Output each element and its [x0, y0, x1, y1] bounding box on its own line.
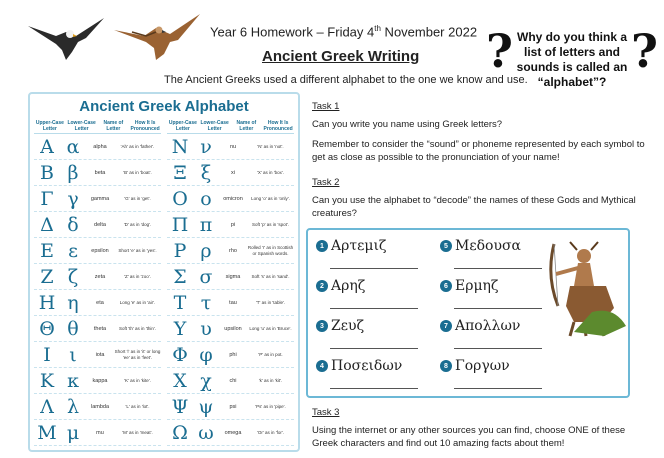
alphabet-row — [34, 238, 161, 264]
item-number-badge: 5 — [440, 240, 452, 252]
item-number-badge: 4 — [316, 360, 328, 372]
question-text: Why do you think a list of letters and sounds is called an “alphabet”? — [516, 30, 628, 89]
letter-pronunciation: Soft 'th' as in 'thin'. — [119, 325, 156, 331]
letter-pronunciation: 'G' as in 'get'. — [124, 195, 151, 201]
letter-name: lambda — [90, 403, 110, 410]
alphabet-row — [167, 264, 294, 290]
item-number-badge: 3 — [316, 320, 328, 332]
upper-letter: Δ — [40, 213, 54, 236]
letter-name: beta — [94, 169, 106, 176]
alphabet-row — [167, 134, 294, 160]
upper-letter: Γ — [40, 187, 54, 210]
letter-pronunciation: Long 'u' as in 'Bruce'. — [249, 325, 292, 331]
alphabet-row — [34, 186, 161, 212]
lower-letter: λ — [66, 395, 80, 418]
task2-question: Can you use the alphabet to “decode” the names of these Gods and Mythical creatures? — [312, 195, 636, 219]
letter-pronunciation: 'N' as in 'not'. — [257, 143, 284, 149]
page-title: Ancient Greek Writing — [262, 48, 420, 65]
upper-letter: Κ — [39, 369, 55, 392]
intro-text: The Ancient Greeks used a different alphabet to the one we know and use. — [164, 74, 528, 86]
upper-letter: Λ — [40, 395, 54, 418]
greek-word: Ποσειδων — [331, 358, 403, 374]
alphabet-row — [167, 160, 294, 186]
decode-item — [440, 358, 510, 374]
upper-letter: Χ — [173, 369, 187, 392]
letter-pronunciation: 'K' as in 'kite'. — [124, 377, 151, 383]
greek-word: Απολλων — [455, 318, 521, 334]
lower-letter: π — [199, 213, 213, 236]
alphabet-row — [34, 394, 161, 420]
alphabet-row — [34, 316, 161, 342]
letter-pronunciation: 'Or' as in 'for'. — [257, 429, 284, 435]
lower-letter: ω — [198, 421, 214, 444]
letter-pronunciation: Short 'i' as in 'it' or long 'ee' as in 'feet'. — [114, 349, 161, 360]
letter-pronunciation: 'D' as in 'dog'. — [123, 221, 152, 227]
alphabet-row — [167, 238, 294, 264]
upper-letter: Ξ — [173, 161, 187, 184]
letter-name: alpha — [93, 143, 107, 150]
letter-name: epsilon — [91, 247, 109, 254]
upper-letter: Ο — [172, 187, 188, 210]
lower-letter: μ — [66, 421, 80, 444]
alphabet-row — [34, 134, 161, 160]
lower-letter: ξ — [200, 161, 212, 184]
question-mark-icon: ? — [486, 24, 513, 78]
letter-name: rho — [229, 247, 237, 254]
question-box — [486, 24, 658, 98]
col-lower-header: Lower-Case Letter — [200, 119, 229, 132]
col-upper-header: Upper-Case Letter — [168, 119, 197, 132]
eagle-illustration — [26, 12, 106, 62]
alphabet-row — [34, 160, 161, 186]
letter-name: zeta — [94, 273, 106, 280]
alphabet-row — [167, 316, 294, 342]
upper-letter: Ψ — [171, 395, 189, 418]
lower-letter: θ — [67, 317, 79, 340]
lower-letter: ψ — [198, 395, 214, 418]
upper-letter: Ω — [172, 421, 188, 444]
header-date-line: Year 6 Homework – Friday 4th November 2022 — [210, 24, 478, 40]
letter-name: nu — [229, 143, 237, 150]
task3-text: Using the internet or any other sources you can find, choose ONE of these Greek characters and find out 10 amazing facts about them! — [312, 425, 626, 449]
lower-letter: γ — [67, 187, 79, 210]
col-name-header: Name of Letter — [236, 119, 257, 132]
letter-name: eta — [96, 299, 104, 306]
lower-letter: ε — [68, 239, 78, 262]
item-number-badge: 2 — [316, 280, 328, 292]
alphabet-left-half — [34, 118, 161, 446]
upper-letter: Α — [40, 135, 54, 158]
alphabet-row — [34, 290, 161, 316]
alphabet-row — [167, 368, 294, 394]
upper-letter: Φ — [172, 343, 188, 366]
letter-pronunciation: 'Ps' as in 'pipe'. — [255, 403, 286, 409]
greek-word: Μεδουσα — [455, 238, 521, 254]
lower-letter: τ — [200, 291, 212, 314]
upper-letter: Ι — [43, 343, 51, 366]
letter-pronunciation: 'X' as in 'box'. — [257, 169, 284, 175]
answer-line[interactable] — [454, 388, 542, 389]
column-headers — [167, 118, 294, 134]
upper-letter: Ν — [171, 135, 189, 158]
letter-name: omicron — [223, 195, 243, 202]
answer-line[interactable] — [454, 348, 542, 349]
upper-letter: Θ — [39, 317, 55, 340]
col-name-header: Name of Letter — [103, 119, 124, 132]
letter-pronunciation: 'Ah' as in 'father'. — [120, 143, 155, 149]
letter-pronunciation: 'L' as in 'lot'. — [125, 403, 150, 409]
greek-word: Αρτεμιζ — [331, 238, 387, 254]
upper-letter: Ρ — [173, 239, 187, 262]
letter-pronunciation: Rolled 'r' as in Scottish or Spanish words. — [247, 245, 294, 256]
decode-item — [440, 318, 520, 334]
letter-pronunciation: 'B' as in 'boat'. — [123, 169, 152, 175]
decode-item — [316, 358, 402, 374]
decode-item — [316, 238, 387, 254]
alphabet-row — [167, 394, 294, 420]
lower-letter: υ — [200, 317, 212, 340]
letter-name: mu — [96, 429, 104, 436]
upper-letter: Β — [40, 161, 54, 184]
letter-pronunciation: 'Z' as in 'zoo'. — [124, 273, 151, 279]
letter-name: gamma — [90, 195, 110, 202]
col-pron-header: How It Is Pronounced — [263, 119, 293, 132]
letter-name: upsilon — [224, 325, 242, 332]
alphabet-right-half — [167, 118, 294, 446]
decode-item — [316, 278, 365, 294]
decode-item — [440, 278, 499, 294]
greek-word: Γοργων — [455, 358, 510, 374]
col-pron-header: How It Is Pronounced — [130, 119, 160, 132]
greek-word: Ζευζ — [331, 318, 365, 334]
letter-pronunciation: Short 'e' as in 'yes'. — [118, 247, 157, 253]
alphabet-row — [167, 212, 294, 238]
upper-letter: Η — [38, 291, 56, 314]
decode-item — [316, 318, 364, 334]
lower-letter: χ — [200, 369, 212, 392]
letter-pronunciation: 'T' as in 'table'. — [255, 299, 286, 305]
poster-title: Ancient Greek Alphabet — [79, 98, 249, 115]
alphabet-row — [167, 342, 294, 368]
letter-name: omega — [224, 429, 242, 436]
alphabet-row — [167, 186, 294, 212]
letter-name: pi — [230, 221, 236, 228]
task1-question: Can you write you name using Greek letters? — [312, 119, 503, 130]
upper-letter: Π — [171, 213, 189, 236]
lower-letter: φ — [199, 343, 213, 366]
alphabet-row — [34, 212, 161, 238]
alphabet-row — [34, 368, 161, 394]
upper-letter: Υ — [173, 317, 187, 340]
letter-name: sigma — [225, 273, 241, 280]
lower-letter: ν — [200, 135, 212, 158]
item-number-badge: 1 — [316, 240, 328, 252]
lower-letter: ζ — [67, 265, 79, 288]
letter-pronunciation: Soft 'p' as in 'spot'. — [252, 221, 289, 227]
answer-line[interactable] — [454, 308, 542, 309]
alphabet-poster — [28, 92, 300, 452]
alphabet-row — [34, 420, 161, 446]
column-headers — [34, 118, 161, 134]
letter-name: tau — [229, 299, 237, 306]
lower-letter: ο — [200, 187, 212, 210]
letter-pronunciation: Soft 's' as in 'sand'. — [251, 273, 290, 279]
lower-letter: δ — [67, 213, 79, 236]
task2-heading: Task 2 — [312, 177, 340, 188]
answer-line[interactable] — [330, 348, 418, 349]
letter-pronunciation: Long 'o' as in 'only'. — [251, 195, 290, 201]
task1-note: Remember to consider the “sound” or phoneme represented by each symbol to get as close as possible to the pronunciation of your name! — [312, 139, 645, 163]
item-number-badge: 7 — [440, 320, 452, 332]
upper-letter: Σ — [173, 265, 187, 288]
lower-letter: σ — [199, 265, 213, 288]
lower-letter: κ — [67, 369, 79, 392]
task1-heading: Task 1 — [312, 101, 340, 112]
item-number-badge: 8 — [440, 360, 452, 372]
answer-line[interactable] — [330, 308, 418, 309]
lower-letter: β — [67, 161, 79, 184]
alphabet-row — [167, 420, 294, 446]
centaur-illustration — [544, 236, 628, 340]
lower-letter: ι — [69, 343, 77, 366]
lower-letter: α — [66, 135, 80, 158]
upper-letter: Τ — [173, 291, 187, 314]
letter-name: xi — [231, 169, 235, 176]
alphabet-row — [34, 264, 161, 290]
letter-name: phi — [229, 351, 237, 358]
upper-letter: Ε — [40, 239, 54, 262]
letter-name: theta — [93, 325, 107, 332]
alphabet-row — [34, 342, 161, 368]
letter-pronunciation: Long 'e' as in 'air'. — [119, 299, 156, 305]
letter-name: psi — [229, 403, 237, 410]
decode-item — [440, 238, 521, 254]
answer-line[interactable] — [330, 268, 418, 269]
hawk-illustration — [112, 10, 202, 62]
letter-pronunciation: 'P' as in pot. — [258, 351, 283, 357]
letter-name: kappa — [92, 377, 108, 384]
lower-letter: η — [67, 291, 79, 314]
letter-name: delta — [94, 221, 106, 228]
upper-letter: Ζ — [40, 265, 54, 288]
item-number-badge: 6 — [440, 280, 452, 292]
task3-heading: Task 3 — [312, 407, 340, 418]
greek-word: Αρηζ — [331, 278, 366, 294]
question-mark-icon: ? — [631, 24, 658, 78]
letter-name: chi — [229, 377, 237, 384]
letter-name: iota — [95, 351, 105, 358]
col-upper-header: Upper-Case Letter — [35, 119, 64, 132]
answer-line[interactable] — [330, 388, 418, 389]
lower-letter: ρ — [200, 239, 212, 262]
greek-word: Ερμηζ — [455, 278, 499, 294]
answer-line[interactable] — [454, 268, 542, 269]
alphabet-row — [167, 290, 294, 316]
letter-pronunciation: 'M' as in 'meat'. — [122, 429, 153, 435]
upper-letter: Μ — [37, 421, 57, 444]
letter-pronunciation: 'k' as in 'kit'. — [258, 377, 283, 383]
col-lower-header: Lower-Case Letter — [67, 119, 96, 132]
